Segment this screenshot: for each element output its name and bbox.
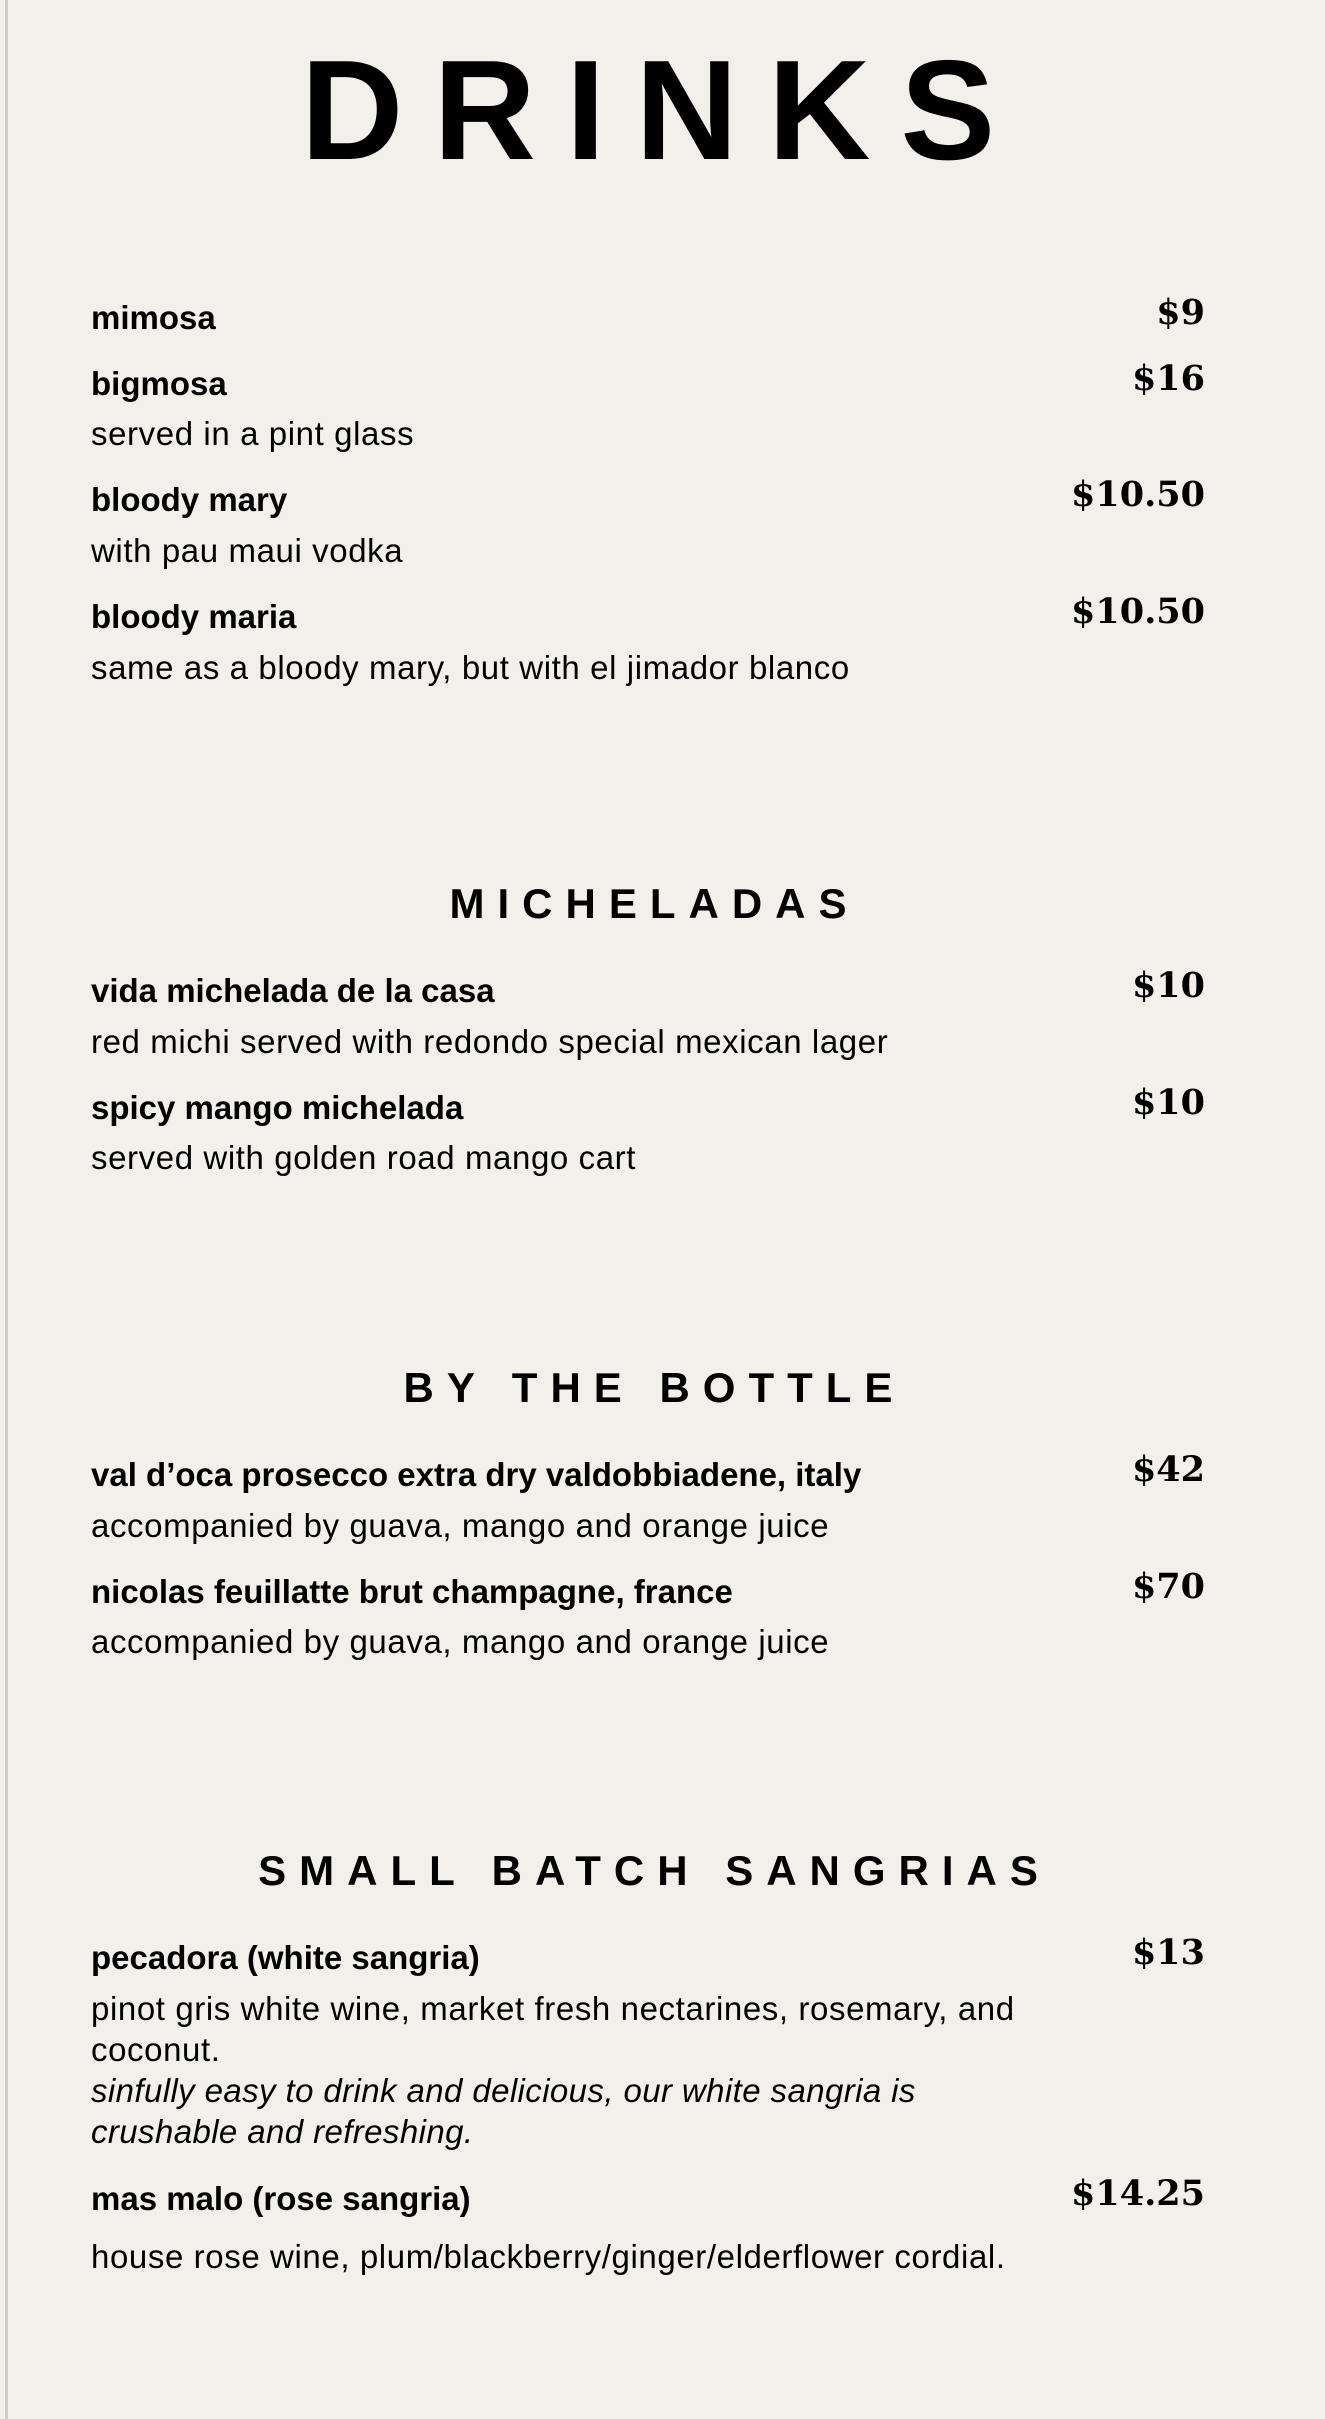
item-price: $42	[1131, 1449, 1205, 1490]
menu-item	[91, 474, 1205, 571]
menu-section-micheladas	[91, 880, 1205, 1205]
menu-item	[91, 292, 1205, 338]
item-price: $10	[1131, 965, 1205, 1006]
item-price: $10.50	[1071, 591, 1205, 633]
menu-item	[91, 2172, 1205, 2278]
menu-title: DRINKS	[300, 31, 1026, 190]
item-price: $14.25	[1071, 2172, 1205, 2214]
item-description: accompanied by guava, mango and orange juice	[91, 1623, 830, 1661]
menu-item	[91, 1081, 1205, 1179]
item-description: served with golden road mango cart	[91, 1139, 637, 1177]
item-price: $16	[1131, 357, 1205, 399]
item-price: $10.50	[1071, 474, 1205, 516]
item-name: vida michelada de la casa	[91, 972, 495, 1009]
item-description: accompanied by guava, mango and orange juice	[91, 1506, 830, 1544]
item-name: mimosa	[91, 299, 216, 336]
item-name: mas malo (rose sangria)	[91, 2179, 471, 2217]
menu-item	[91, 1449, 1205, 1546]
item-description: served in a pint glass	[91, 415, 415, 453]
item-description: same as a bloody mary, but with el jimador blanco	[91, 648, 850, 686]
menu-item	[91, 1565, 1205, 1663]
menu-item	[91, 1932, 1205, 2153]
item-name: bloody maria	[91, 598, 297, 636]
item-name: bloody mary	[91, 481, 288, 519]
item-description: red michi served with redondo special mexican lager	[91, 1022, 889, 1060]
item-price: $13	[1131, 1932, 1205, 1973]
item-description: pinot gris white wine, market fresh nectarines, rosemary, and coconut.	[91, 1989, 1015, 2068]
item-name: bigmosa	[91, 364, 227, 402]
item-note: sinfully easy to drink and delicious, our white sangria is crushable and refreshing.	[91, 2072, 916, 2151]
item-name: val d’oca prosecco extra dry valdobbiadene, italy	[91, 1456, 862, 1493]
menu-item	[91, 357, 1205, 455]
section-title: BY THE BOTTLE	[403, 1364, 906, 1411]
menu-item	[91, 591, 1205, 688]
item-name: pecadora (white sangria)	[91, 1939, 480, 1976]
menu-item	[91, 965, 1205, 1062]
menu-section-by-the-bottle	[91, 1364, 1205, 1689]
item-name: nicolas feuillatte brut champagne, france	[91, 1572, 733, 1610]
menu-section-brunch	[91, 292, 1205, 714]
item-name: spicy mango michelada	[91, 1088, 464, 1126]
item-description: house rose wine, plum/blackberry/ginger/elderflower cordial.	[91, 2238, 1006, 2276]
menu-section-small-batch-sangrias	[91, 1847, 1205, 2303]
item-description: with pau maui vodka	[91, 532, 404, 570]
item-price: $9	[1156, 292, 1205, 333]
left-border-line	[5, 0, 8, 2419]
item-price: $10	[1131, 1081, 1205, 1123]
section-title: MICHELADAS	[449, 880, 860, 927]
section-title: SMALL BATCH SANGRIAS	[258, 1847, 1051, 1894]
item-price: $70	[1131, 1565, 1205, 1607]
